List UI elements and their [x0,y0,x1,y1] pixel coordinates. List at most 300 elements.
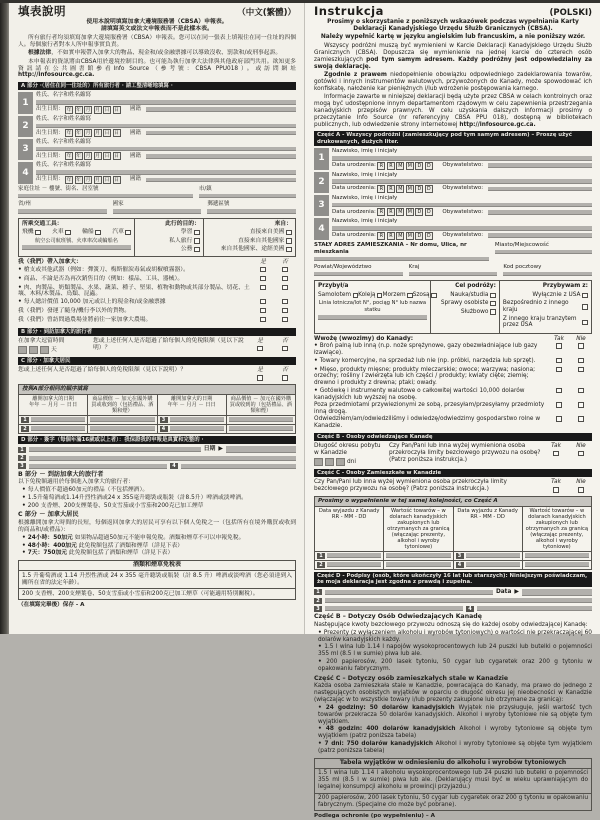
no-column [570,479,592,495]
part-c-bar-pl: Część C - Osoby Zamieszkałe w Kanadzie [314,469,592,477]
dob-label: 出生日期： [36,176,64,183]
date-input[interactable] [522,589,592,596]
option-label: Koleją [358,291,376,298]
option-label: Nauka/studia [450,291,489,298]
no-checkbox[interactable] [282,375,288,381]
traveler-row-2-pl [314,172,592,193]
dob-label: 出生日期： [36,106,64,113]
item-rest: Alkohol i wyroby tytoniowe są objęte tym wyjątkiem (patrz poniższa tabela) [318,741,593,755]
country-input[interactable] [409,272,498,277]
dob-box-yy[interactable]: R [377,162,385,170]
bringing-item-unaccompanied [314,402,592,416]
date-cell-input[interactable] [170,417,224,422]
no-checkbox[interactable] [578,358,584,364]
dob-box-dd[interactable]: 日 [104,177,110,183]
section-b-item: • 1.5 l wina lub 1.14 l napojów wysokoprocentowych lub 24 puszki lub butelki o pojemności 355 ml (8.5 l w sumie) piwa lub ale. [318,644,592,658]
business-checkbox[interactable] [490,309,496,315]
instruction-sheet [9,3,600,820]
dob-box-yy[interactable]: 年 [66,177,72,183]
row-number-tag: 3 [314,606,322,612]
province-input[interactable] [314,272,403,277]
row-number-tag: 2 [317,562,325,568]
other-direct-checkbox[interactable] [582,304,588,310]
signature-input[interactable] [325,590,493,595]
traveler-number: 3 [18,139,33,160]
option-label: 私人旅行 [169,237,193,244]
dob-box-dd[interactable]: D [425,208,433,216]
signature-row-1-zh [18,446,296,453]
section-c-intro: 根據離開加拿大時間的長短，每個返回加拿大的居民可享有以下個人免稅之一（包括所有在境外購買或收到的商品和/或禮品）： [18,519,296,533]
intro-line-2-pl: Należy wypełnić kartę w języku angielskim lub francuskim, a nie poniższy wzór. [320,33,586,40]
other-direct-checkbox[interactable] [286,238,292,244]
option-label: 直接來自美國 [249,229,285,236]
signature-input[interactable] [325,606,463,611]
yes-checkbox[interactable] [556,388,562,394]
dob-box-dd[interactable]: D [425,162,433,170]
dob-label: Data urodzenia: [332,185,376,192]
part-b-row-pl [314,443,592,466]
option-car [112,229,131,236]
dob-box-yy[interactable]: 年 [66,154,72,160]
option-via-us [503,316,588,330]
paragraph-1-zh: 所有旅行者均須填寫加拿大邊境服務署（CBSA）申報表。您可以在同一張表上填報住在同一住址的四個人。每個旅行者對本人所申報事實負責。 [18,34,296,48]
goods-table-pl [314,506,592,570]
citizenship-label: Obywatelstwo: [442,208,484,215]
section-b-intro: 以下免稅額適用於每個進入加拿大的旅行者： [18,479,134,486]
city-input[interactable] [199,194,296,199]
citizenship-label: Obywatelstwo: [442,162,484,169]
dob-box-mm[interactable]: M [398,186,403,192]
signature-row-1-pl [314,589,592,596]
dob-box-dd[interactable]: D [425,232,433,240]
signature-input[interactable] [477,606,592,611]
ship-checkbox[interactable] [95,230,101,236]
paragraph-1-text-pl: Wszyscy podróżni muszą być wymienieni w Karcie Deklaracji Kanadyjskiego Urzędu Służb Granicznych (CBSA). Dopuszcza się wymienienie na jednej karcie do czterech osób zamieszkujących [314,42,592,63]
province-block [18,201,107,214]
dob-row [36,176,296,184]
part-b-bar-pl: Część B - Osoby odwiedzające Kanadę [314,433,592,441]
exemption-table-zh [18,560,296,600]
yes-checkbox[interactable] [257,346,263,352]
dob-box-mm[interactable]: 月 [85,107,91,113]
date-cell-input[interactable] [327,553,381,558]
dob-box-mm[interactable]: 月 [85,177,91,183]
citizenship-input[interactable] [488,233,592,238]
location-row-zh [18,201,296,214]
citizenship-input[interactable] [488,187,592,192]
name-input[interactable] [332,156,592,161]
dob-box-yy[interactable]: R [377,232,385,240]
postal-label: 郵遞區號 [207,201,230,208]
dob-box-mm[interactable]: 月 [95,131,100,137]
name-label: Nazwisko, imię i inicjały [332,194,398,201]
section-c-item-48h [318,726,592,740]
item-rest: 此免稅額包括了酒類和煙草（詳見下表） [76,542,184,549]
date-column-header [453,506,522,551]
value-cell-input[interactable] [90,417,154,422]
dob-box-dd[interactable]: 日 [114,154,119,160]
section-b-item: • 200 papierosów, 200 lasek tytoniu, 50 cygar lub cygaretek oraz 200 g tytoniu w opakowaniu fabrycznym. [318,659,592,673]
postal-block [207,201,296,214]
yes-checkbox[interactable] [556,416,562,422]
no-checkbox[interactable] [282,285,288,291]
plane-checkbox[interactable] [35,230,41,236]
row-number-tag: 4 [160,426,168,432]
value-column-header: Wartość towarów – w dolarach kanadyjskich zakupionych lub otrzymanych za granicą (włączając prezenty, alkohol i wyroby tytoniowe) [522,506,591,551]
traveler-number: 1 [314,148,329,169]
goods-row [315,560,592,569]
name-input[interactable] [332,226,592,231]
signature-row-3-4-zh [18,463,296,469]
name-input[interactable] [36,170,296,175]
country-label: Kraj [408,264,420,271]
paragraph-3-zh [18,59,296,80]
citizenship-input[interactable] [146,178,296,183]
date-cell-input[interactable] [31,426,85,431]
dob-box-mm[interactable]: 月 [95,107,100,113]
date-cell-input[interactable] [170,426,224,431]
dob-box-dd[interactable]: D [415,232,423,240]
dob-box-mm[interactable]: 月 [85,131,91,137]
exemption-table-pl [314,758,592,811]
no-label: Nie [576,479,586,486]
info-source-url-zh: http://infosource.gc.ca. [18,72,95,79]
traveler-number: 2 [314,172,329,193]
date-cell-input[interactable] [466,553,520,558]
date-header-label: Data wyjazdu z Kanady [457,507,518,514]
traveler-row-3-zh [18,139,296,160]
bringing-title: 我（我們）帶入加拿大： [18,259,82,266]
exemption-question: Czy Pan/Pani lub inna wyżej wymieniona osoba przekroczyła limity bezcłowego przywozu na osobę? (Patrz poniższa instrukcja.) [314,479,507,493]
option-label: 來自其他國家、途經美國 [220,245,285,252]
value-cell-input[interactable] [90,426,154,431]
no-checkbox[interactable] [282,276,288,282]
yes-checkbox[interactable] [556,402,562,408]
yes-checkbox[interactable] [553,451,559,457]
dob-box-dd[interactable]: D [415,185,423,193]
dob-box-mm[interactable]: M [398,233,403,239]
traveler-row-1-pl [314,148,592,169]
option-label: Bezpośrednio z innego kraju [502,300,569,314]
part-c-row-pl [314,479,592,495]
paragraph-2-zh [18,50,296,57]
day-box[interactable] [314,458,323,466]
traveler-number: 3 [314,195,329,216]
dob-box-mm[interactable]: M [398,163,403,169]
dob-box-dd[interactable]: 日 [114,107,119,113]
yes-checkbox[interactable] [257,375,263,381]
yes-checkbox[interactable] [260,299,266,305]
no-checkbox[interactable] [578,487,584,493]
signature-input[interactable] [325,598,592,603]
yes-checkbox[interactable] [260,317,266,323]
section-c-intro: Każda osoba zamieszkała stale w Kanadzie, powracająca do Kanady, ma prawo do jednego z następujących osobistych wyjątków w oparciu o długość okresu jej nieobecności w Kanadzie (włączając w to wszystkie towary i/lub prezenty zakupione lub otrzymane za granicą): [314,682,592,703]
name-label: Nazwisko, imię i inicjały [332,218,398,225]
citizenship-label: 國籍 [130,129,142,136]
row-number-tag: 3 [456,553,464,559]
home-address-label: 家庭住址 － 樓號、街名、居室號 [18,185,99,192]
dob-box-dd[interactable]: 日 [104,154,110,160]
postal-block [503,264,592,277]
day-box[interactable] [40,346,49,354]
no-checkbox[interactable] [578,388,584,394]
dob-box-mm[interactable]: 月 [85,154,91,160]
yes-checkbox[interactable] [556,358,562,364]
yes-no-header [252,259,296,266]
day-box[interactable] [325,458,334,466]
header-pl [314,4,592,18]
paragraph-1-pl [314,43,592,71]
via-us-checkbox[interactable] [286,247,292,253]
option-ship [82,229,101,236]
item-text: • 商品、不論是否為再次銷售目的（例如：樣品、工具、器械）。 [18,276,252,283]
row-number-tag: 1 [314,589,322,595]
section-c-title: Część C – Dotyczy osób zamieszkałych stale w Kanadzie [314,674,509,682]
language-tag-zh: （中文(繁體)） [237,8,296,18]
day-box[interactable] [336,458,345,466]
option-other-direct [207,238,292,245]
name-input[interactable] [332,203,592,208]
item-lead: 7 dni: 750 dolarów kanadyjskich [324,741,433,748]
section-b-title: B 部分 － 到訪加拿大的旅行者 [18,470,104,478]
dob-box-dd[interactable]: 日 [104,107,110,113]
section-c-item-24h [318,705,592,726]
name-label: Nazwisko, imię i inicjały [332,171,398,178]
train-checkbox[interactable] [65,230,71,236]
yes-checkbox[interactable] [553,487,559,493]
carrier-input[interactable] [318,315,427,320]
dob-label: Data urodzenia: [332,232,376,239]
value-cell-input[interactable] [229,417,293,422]
dob-box-yy[interactable]: 年 [76,107,81,113]
no-checkbox[interactable] [282,346,288,352]
yes-checkbox[interactable] [556,343,562,349]
date-input[interactable] [226,446,296,453]
purpose-column [135,219,204,257]
goods-header-row [315,506,592,551]
postal-input[interactable] [503,272,592,277]
no-checkbox[interactable] [578,451,584,457]
name-input[interactable] [332,179,592,184]
no-checkbox[interactable] [578,402,584,408]
country-input[interactable] [113,209,202,214]
traveler-fields [332,218,592,239]
dob-box-yy[interactable]: R [387,232,395,240]
no-checkbox[interactable] [578,343,584,349]
no-checkbox[interactable] [578,367,584,373]
date-cell-input[interactable] [327,562,381,567]
goods-header-row [19,394,296,415]
item-text: • Towary komercyjne, na sprzedaż lub nie (np. próbki, narzędzia lub sprzęt). [314,358,548,365]
city-input[interactable] [495,250,592,255]
citizenship-label: 國籍 [130,106,142,113]
no-checkbox[interactable] [282,267,288,273]
day-box[interactable] [18,346,27,354]
dob-box-mm[interactable]: M [407,210,412,216]
row-number-tag: 4 [466,606,474,612]
yes-label: 是 [257,367,263,374]
date-cell-input[interactable] [466,562,520,567]
part-a-bar-pl: Część A - Wszyscy podróżni (zamieszkujący pod tym samym adresem) – Proszę użyć drukowanych, dużych liter. [314,131,592,146]
goods-row [19,415,296,424]
bringing-header-zh [18,259,296,266]
citizenship-input[interactable] [146,131,296,136]
dob-box-dd[interactable]: 日 [104,131,110,137]
option-label: 公務 [180,245,193,252]
value-cell-input[interactable] [229,426,293,431]
dob-box-dd[interactable]: D [415,162,423,170]
via-us-checkbox[interactable] [582,320,588,326]
dob-box-yy[interactable]: 年 [76,154,81,160]
dob-box-yy[interactable]: R [387,185,395,193]
value-cell-input[interactable] [525,553,589,558]
personal-checkbox[interactable] [194,238,200,244]
citizenship-input[interactable] [488,210,592,215]
footer-note-pl: Podlega ochronie (po wypełnieniu) – A [314,813,435,820]
personal-checkbox[interactable] [490,301,496,307]
part-d-bar-zh: D 部分 · 簽字（每個年滿16歲或以上者）：我保證我的申報是真實和完整的 · [18,436,296,444]
citizenship-label: 國籍 [130,153,142,160]
carrier-input[interactable] [22,245,131,250]
dob-box-yy[interactable]: 年 [66,107,72,113]
goods-table-zh [18,394,296,434]
yes-checkbox[interactable] [260,308,266,314]
signature-row-3-4-pl [314,606,592,612]
dob-box-dd[interactable]: 日 [114,177,119,183]
section-b-notes-pl [314,614,592,673]
study-checkbox[interactable] [490,293,496,299]
yes-column [545,479,567,495]
traveler-number: 1 [18,92,33,113]
citizenship-input[interactable] [488,163,592,168]
dob-box-dd[interactable]: D [415,208,423,216]
exemption-table-title: 酒類和煙草免稅表 [19,561,295,571]
postal-label: Kod pocztowy [503,264,542,271]
dob-box-dd[interactable]: 日 [114,131,119,137]
dob-label: 出生日期： [36,129,64,136]
traveler-row-4-zh [18,162,296,183]
paragraph-3-text-zh: 本申報表的資訊將由CBSA用於邊境控制目的。也可能為執行加拿大法律與其他政府部門共用。欲知更多資訊請在公共圖書館參看Info Source（參考號：CBSA PPU018）。或訪問網址 [18,58,296,72]
no-checkbox[interactable] [282,308,288,314]
stay-label: 在加拿大逗留時間 [18,337,65,344]
day-boxes [18,346,90,354]
signature-input[interactable] [29,464,167,469]
dob-box-yy[interactable]: R [377,185,385,193]
date-label: Data [495,588,512,595]
no-label: Nie [576,443,586,450]
dob-box-yy[interactable]: 年 [76,131,81,137]
citizenship-input[interactable] [146,154,296,159]
date-cell-input[interactable] [31,417,85,422]
car-checkbox[interactable] [125,230,131,236]
city-block [199,186,296,199]
dob-box-yy[interactable]: R [387,208,395,216]
dob-box-mm[interactable]: M [407,186,412,192]
postal-input[interactable] [207,209,296,214]
transport-column [315,281,431,332]
dob-box-yy[interactable]: 年 [76,177,81,183]
home-address-input[interactable] [314,257,489,262]
part-c-bar-zh: C 部分 · 加拿大居民 [18,357,296,365]
item-lead: 7天：750加元 [27,550,68,557]
dob-box-yy[interactable]: 年 [66,131,72,137]
paragraph-2-rest-zh: ，不如實申報帶入加拿大的物品、現金和/或金融票據可以導致沒收、罰款和/或刑事起訴。 [51,50,282,57]
dob-label: 出生日期： [36,153,64,160]
province-label: 省/州 [18,201,31,208]
value-cell-input[interactable] [386,562,450,567]
yes-checkbox[interactable] [556,367,562,373]
yes-checkbox[interactable] [260,267,266,273]
study-checkbox[interactable] [194,230,200,236]
bringing-item-currency [314,388,592,402]
part-b-bar-zh: B 部分 · 到訪加拿大的旅行者 [18,328,296,336]
section-b-item: • 每人價值不超過60加元的禮品（不包括煙酒）。 [22,487,296,494]
no-checkbox[interactable] [282,317,288,323]
dob-box-mm[interactable]: M [407,233,412,239]
option-label: 汽車 [112,229,124,236]
us-direct-checkbox[interactable] [582,293,588,299]
date-header-label: 離開加拿大的日期 [32,395,74,402]
dob-box-yy[interactable]: R [377,208,385,216]
carrier-note: Linia lotnicza/lot N°, pociąg N° lub nazwa statku [318,300,427,314]
dob-box-yy[interactable]: R [387,162,395,170]
name-input[interactable] [36,147,296,152]
row-number-tag: 1 [317,553,325,559]
arrow-right-icon: ▶ [514,587,519,595]
item-text: 我（我們）發運了隨身/機行李以外的貨物。 [18,307,131,314]
citizenship-input[interactable] [146,107,296,112]
info-source-url-pl: http://infosource.gc.ca. [459,121,536,128]
yes-checkbox[interactable] [260,276,266,282]
value-cell-input[interactable] [386,553,450,558]
no-checkbox[interactable] [282,299,288,305]
arrow-right-icon: ▶ [218,445,223,453]
province-input[interactable] [18,209,107,214]
day-boxes [314,458,386,466]
business-checkbox[interactable] [194,247,200,253]
section-b-notes-zh [18,472,296,510]
yes-checkbox[interactable] [260,285,266,291]
us-direct-checkbox[interactable] [286,230,292,236]
day-box[interactable] [29,346,38,354]
date-format-label: 年年 － 月月 － 日日 [167,401,216,408]
item-lead: 24 godziny: 50 dolarów kanadyjskich [325,704,455,711]
paragraph-3-text-pl: Informacje zawarte w niniejszej deklaracji będą użyte przez CBSA w celach kontrolnych oraz mogą być udostępnione innym departamentom rządowym w celu zapewnienia przestrzegania kanadyjskich przepisów prawnych. W celu uzyskania dalszych informacji prosimy o przeczytanie Info Source (nr referencyjny CBSA PPU 018), dostępną w bibliotekach publicznych, lub odwiedzenie strony internetowej [314,94,592,128]
no-checkbox[interactable] [578,416,584,422]
arriving-title: Przybywam z: [542,283,588,290]
dob-box-mm[interactable]: 月 [95,177,100,183]
signature-row-2-zh [18,455,296,461]
signature-input[interactable] [29,447,201,452]
dob-box-mm[interactable]: 月 [95,154,100,160]
header-zh [18,4,296,18]
dob-box-mm[interactable]: M [407,163,412,169]
signature-input[interactable] [181,464,296,469]
section-b-intro: Następujące kwoty bezcłowego przywozu odnoszą się do każdej osoby odwiedzającej Kanadę: [314,621,588,628]
arriving-from-column [204,219,295,257]
dob-box-mm[interactable]: M [398,210,403,216]
name-input[interactable] [36,100,296,105]
section-c-title: C 部分 － 加拿大居民 [18,511,79,519]
signature-input[interactable] [29,456,296,461]
dob-box-dd[interactable]: D [425,185,433,193]
item-rest: 此免稅額包括了酒類和煙草（詳見下表） [67,550,174,557]
name-input[interactable] [36,124,296,129]
goods-table-title-pl: Prosimy o wypełnienie w tej samej kolejności, co Część A [314,496,592,506]
value-cell-input[interactable] [525,562,589,567]
carrier-note: 航空公司航班號、火車車次或輪船名 [34,237,118,244]
home-address-input[interactable] [18,194,193,199]
